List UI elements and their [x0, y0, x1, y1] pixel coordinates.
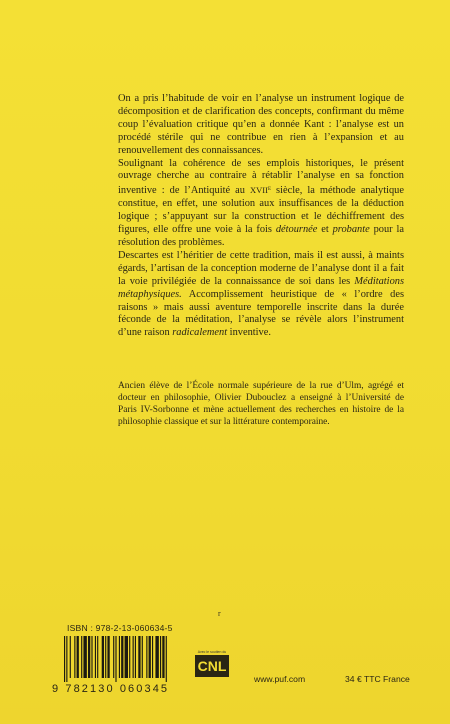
barcode-bar	[146, 636, 147, 678]
barcode-bar	[66, 636, 67, 682]
barcode-bar	[119, 636, 120, 678]
barcode-bar	[115, 636, 116, 682]
small-mark: r	[218, 609, 221, 618]
barcode-bar	[149, 636, 151, 678]
barcode-bar	[91, 636, 92, 678]
isbn: ISBN : 978-2-13-060634-5	[67, 623, 173, 633]
barcode-bar	[74, 636, 75, 678]
barcode-bar	[152, 636, 153, 678]
century-numeral	[250, 185, 271, 196]
barcode-bar	[135, 636, 136, 678]
barcode-digits: 9 782130 060345	[52, 683, 170, 695]
blurb-text: Accomplissement heuristique de « l’ordre des raisons » mais aussi aventure temporelle inscrite dans la durée féconde de la méditation, l’analyse se révèle alors l’instrument d’une raison	[118, 288, 404, 339]
barcode-bar	[105, 636, 106, 678]
barcode-bar	[113, 636, 114, 678]
blurb-paragraph-1	[118, 93, 404, 158]
blurb-paragraph-3	[118, 250, 404, 340]
barcode-bar	[162, 636, 164, 678]
barcode-bar	[102, 636, 104, 678]
barcode-bar	[155, 636, 158, 678]
barcode-bar	[97, 636, 98, 678]
emphasis: probante	[332, 224, 370, 236]
blurb-text: On a pris l’habitude de voir en l’analyse un instrument logique de décomposition et de clarification des concepts, confirmant du même coup l’évaluation critique qu’en a donnée Kant : l’analyse est un procédé stérile qui ne contribue en rien à l’expansion et au renouvellement des connaissances.	[118, 93, 404, 156]
barcode-bar	[95, 636, 96, 678]
blurb-text: et	[317, 224, 333, 236]
author-bio	[118, 380, 404, 428]
barcode-bar	[129, 636, 130, 678]
barcode-bar	[81, 636, 82, 678]
blurb-text: siècle, la méthode analytique constitue, en effet, une solution aux insuffisances de la déduction logique ; s’appuyant sur la construction et le déchiffrement des figures, elle offre une voie à la fois	[118, 185, 404, 236]
cnl-logo	[195, 655, 229, 677]
barcode-bar	[166, 636, 167, 682]
barcode-bar	[83, 636, 86, 678]
barcode-bar	[107, 636, 109, 678]
barcode-bar	[121, 636, 123, 678]
emphasis: détournée	[275, 224, 318, 236]
barcode-bar	[77, 636, 79, 678]
blurb-text: Soulignant la cohérence de ses emplois historiques, le présent ouvrage cherche au contraire à rétablir l’analyse en sa fonction inventive : de l’Antiquité au	[118, 157, 404, 197]
century-roman: XVII	[249, 185, 268, 196]
emphasis: radicalement	[172, 327, 228, 339]
emphasis: Méditations métaphysiques.	[118, 275, 404, 300]
barcode-bar	[138, 636, 140, 678]
barcode	[64, 636, 168, 682]
blurb-text: inventive.	[227, 327, 271, 339]
barcode-bar	[160, 636, 161, 678]
blurb-paragraph-2	[118, 158, 404, 250]
barcode-bar	[133, 636, 134, 678]
price: 34 € TTC France	[345, 674, 410, 684]
cnl-logo-text: CNL	[197, 658, 227, 674]
cnl-caption: Avec le soutien du	[197, 650, 227, 654]
barcode-bar	[142, 636, 143, 678]
website: www.puf.com	[254, 674, 306, 684]
blurb-text: Descartes est l’héritier de cette tradition, mais il est aussi, à maints égards, l’artisan de la conception moderne de l’analyse dont il a fait la voie privilégiée de la connaissance de soi dans les	[118, 249, 404, 287]
century-superscript: e	[267, 185, 271, 193]
barcode-bar	[64, 636, 65, 682]
barcode-bar	[88, 636, 90, 678]
blurb-text: pour la résolution des problèmes.	[118, 224, 404, 248]
author-bio-text: Ancien élève de l’École normale supérieure de la rue d’Ulm, agrégé et docteur en philosophie, Olivier Dubouclez a enseigné à l’Université de Paris IV-Sorbonne et mène actuellement des recherches en histoire de la philosophie classique et sur la littérature contemporaine.	[118, 381, 404, 427]
barcode-bar	[70, 636, 71, 678]
barcode-bar	[125, 636, 128, 678]
cnl-badge	[194, 650, 230, 677]
blurb	[118, 93, 404, 340]
